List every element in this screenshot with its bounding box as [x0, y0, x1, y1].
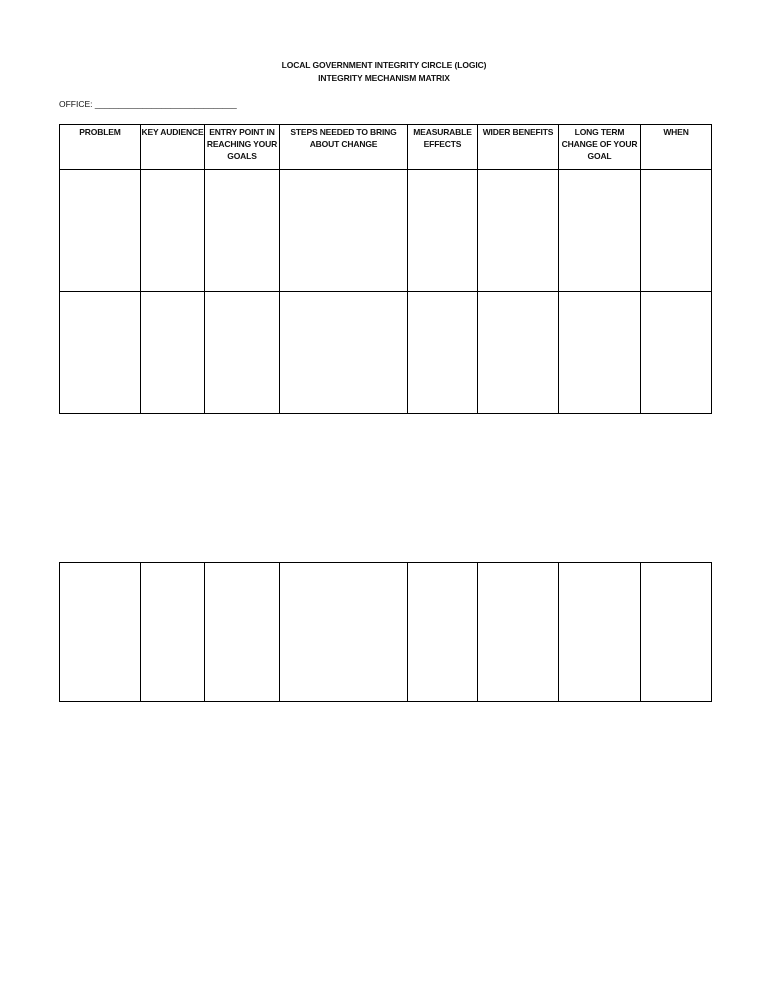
header-problem: PROBLEM	[60, 125, 141, 170]
integrity-matrix-table	[59, 124, 712, 414]
office-field[interactable]	[59, 98, 237, 110]
header-entry-point: ENTRY POINT IN REACHING YOUR GOALS	[205, 125, 280, 170]
table-cell[interactable]	[559, 170, 641, 292]
integrity-matrix-continuation-table	[59, 562, 712, 702]
table-cell[interactable]	[205, 292, 280, 414]
table-cell[interactable]	[408, 292, 478, 414]
table-cell[interactable]	[478, 292, 559, 414]
table-cell[interactable]	[408, 563, 478, 702]
table-cell[interactable]	[60, 563, 141, 702]
header-wider-benefits: WIDER BENEFITS	[478, 125, 559, 170]
table-cell[interactable]	[280, 563, 408, 702]
table-cell[interactable]	[478, 170, 559, 292]
table-cell[interactable]	[641, 170, 712, 292]
table-cell[interactable]	[60, 170, 141, 292]
matrix-header-row	[60, 125, 712, 170]
office-blank-line[interactable]: ______________________________	[94, 99, 237, 109]
header-steps-needed: STEPS NEEDED TO BRING ABOUT CHANGE	[280, 125, 408, 170]
table-cell[interactable]	[205, 563, 280, 702]
table-cell[interactable]	[205, 170, 280, 292]
table-row	[60, 563, 712, 702]
table-cell[interactable]	[280, 292, 408, 414]
table-row	[60, 170, 712, 292]
table-cell[interactable]	[641, 292, 712, 414]
document-title-line2: INTEGRITY MECHANISM MATRIX	[318, 73, 450, 83]
table-cell[interactable]	[280, 170, 408, 292]
table-cell[interactable]	[141, 563, 205, 702]
table-cell[interactable]	[408, 170, 478, 292]
table-row	[60, 292, 712, 414]
office-label: OFFICE:	[59, 99, 93, 109]
table-cell[interactable]	[559, 292, 641, 414]
header-when: WHEN	[641, 125, 712, 170]
table-cell[interactable]	[559, 563, 641, 702]
header-key-audience: KEY AUDIENCE	[141, 125, 205, 170]
table-cell[interactable]	[60, 292, 141, 414]
document-title	[0, 59, 768, 85]
table-cell[interactable]	[141, 292, 205, 414]
document-title-line1: LOCAL GOVERNMENT INTEGRITY CIRCLE (LOGIC)	[281, 60, 487, 70]
header-long-term-change: LONG TERM CHANGE OF YOUR GOAL	[559, 125, 641, 170]
table-cell[interactable]	[141, 170, 205, 292]
table-cell[interactable]	[641, 563, 712, 702]
header-measurable-effects: MEASURABLE EFFECTS	[408, 125, 478, 170]
table-cell[interactable]	[478, 563, 559, 702]
